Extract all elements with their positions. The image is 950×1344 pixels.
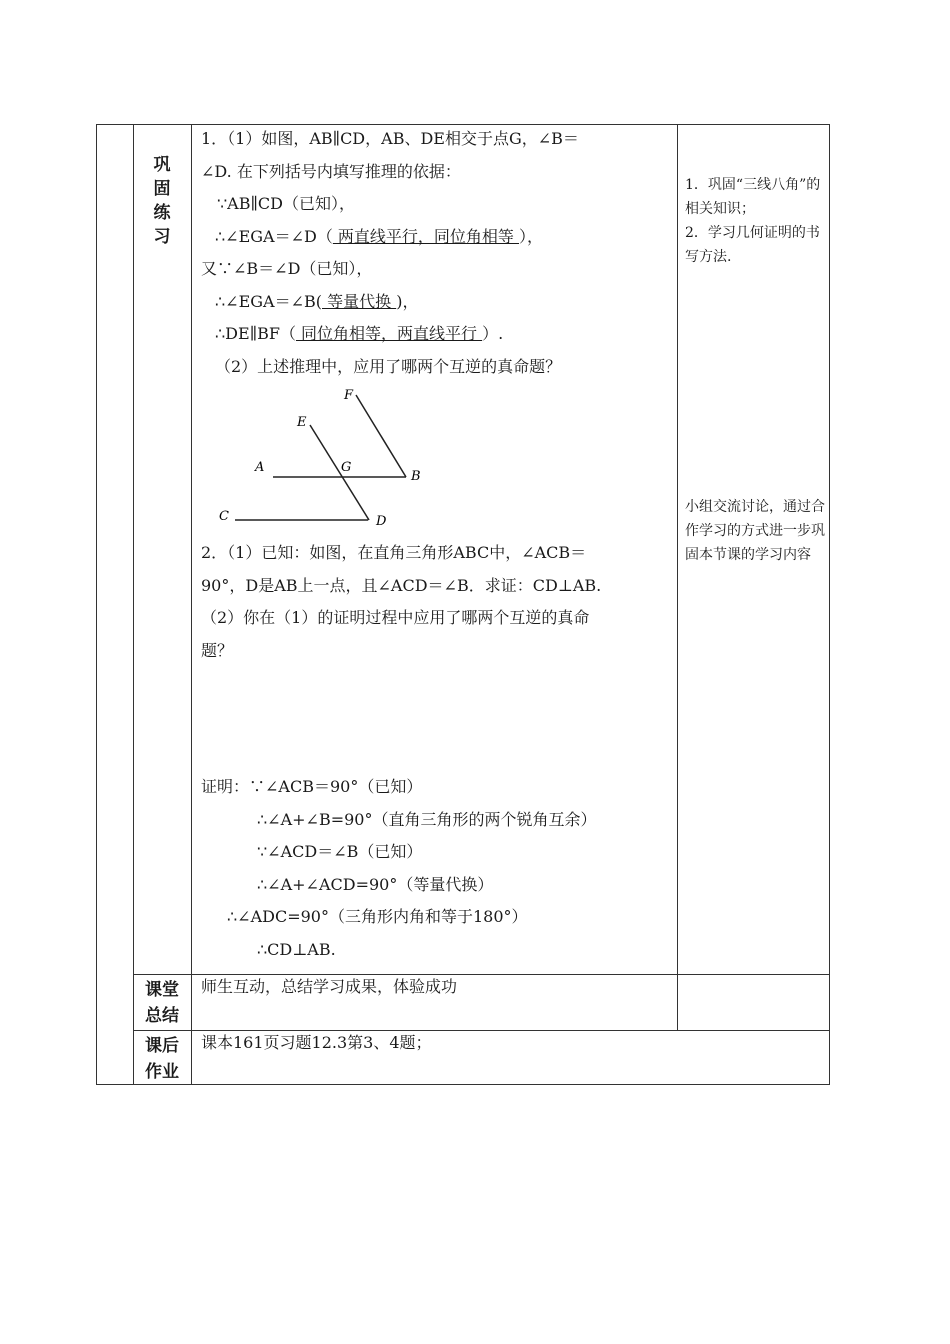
point-label-b: B [411,469,421,484]
proof-line: ∴CD⊥AB. [257,939,336,959]
q2-line3: （2）你在（1）的证明过程中应用了哪两个互逆的真命 [201,608,590,627]
proof-line: 证明：∵∠ACB＝90°（已知） [201,777,423,796]
q1-line6 [201,286,671,319]
answer-blank-2: 等量代换 [322,291,397,311]
q1-line5: 又∵∠B＝∠D（已知）， [201,259,373,278]
note-goal-1: 1．巩固“三线八角”的相关知识； [685,177,821,217]
column-divider [677,125,678,1031]
column-divider [191,125,192,1085]
note-group-discussion: 小组交流讨论，通过合作学习的方式进一步巩固本节课的学习内容 [685,499,825,563]
q1-line6-post: )， [396,291,419,311]
homework-label: 课后作业 [145,1036,179,1082]
q1-line4 [201,221,671,254]
q1-line7-pre: ∴DE∥BF（ [215,324,296,343]
point-label-c: C [219,509,229,524]
homework-text: 课本161页习题12.3第3、4题； [201,1033,432,1052]
summary-text: 师生互动，总结学习成果，体验成功 [201,977,458,996]
q1-line4-pre: ∴∠EGA＝∠D（ [215,226,333,246]
lesson-plan-table [96,124,830,1085]
proof-line: ∴∠A+∠ACD=90°（等量代换） [257,874,494,894]
q2-line4: 题？ [201,640,234,660]
point-label-g: G [341,460,352,475]
q1-line7-post: ）. [482,324,504,343]
q1-line3: ∵AB∥CD（已知）， [217,194,355,213]
q2-line1: 2．（1）已知：如图，在直角三角形ABC中，∠ACB＝ [201,543,587,562]
point-label-a: A [255,460,265,475]
column-divider [133,125,134,1085]
q1-line1: 1．（1）如图，AB∥CD，AB、DE相交于点G，∠B＝ [201,129,579,148]
segment-ed [310,425,369,520]
q2-line2: 90°，D是AB上一点，且∠ACD＝∠B．求证：CD⊥AB. [201,575,602,595]
practice-content [201,123,671,383]
answer-blank-3: 同位角相等，两直线平行 [295,324,483,343]
q1-line7 [201,318,671,351]
note-goal-2: 2．学习几何证明的书写方法. [685,225,820,265]
segment-fb [356,395,406,477]
proof-line: ∴∠ADC=90°（三角形内角和等于180°） [227,907,528,926]
q1-line8: （2）上述推理中，应用了哪两个互逆的真命题？ [215,356,562,376]
q1-line6-pre: ∴∠EGA＝∠B( [215,291,323,311]
point-label-f: F [344,388,354,403]
note-goals [685,173,825,269]
point-label-e: E [297,415,307,430]
q1-line2: ∠D. 在下列括号内填写推理的依据： [201,161,461,181]
answer-blank-1: 两直线平行，同位角相等 [332,226,520,246]
section-label-practice [133,153,191,249]
summary-label: 课堂总结 [145,980,179,1026]
parallel-lines-figure [213,387,433,532]
proof-line: ∵∠ACD＝∠B（已知） [257,842,423,861]
section-label-summary [133,977,191,1029]
practice-label: 巩固练习 [153,155,171,247]
proof [201,771,671,966]
proof-line: ∴∠A+∠B=90°（直角三角形的两个锐角互余） [257,809,597,829]
question-2 [201,537,671,667]
point-label-d: D [376,514,387,529]
section-label-homework [133,1033,191,1085]
q1-line4-post: ）， [519,226,544,246]
